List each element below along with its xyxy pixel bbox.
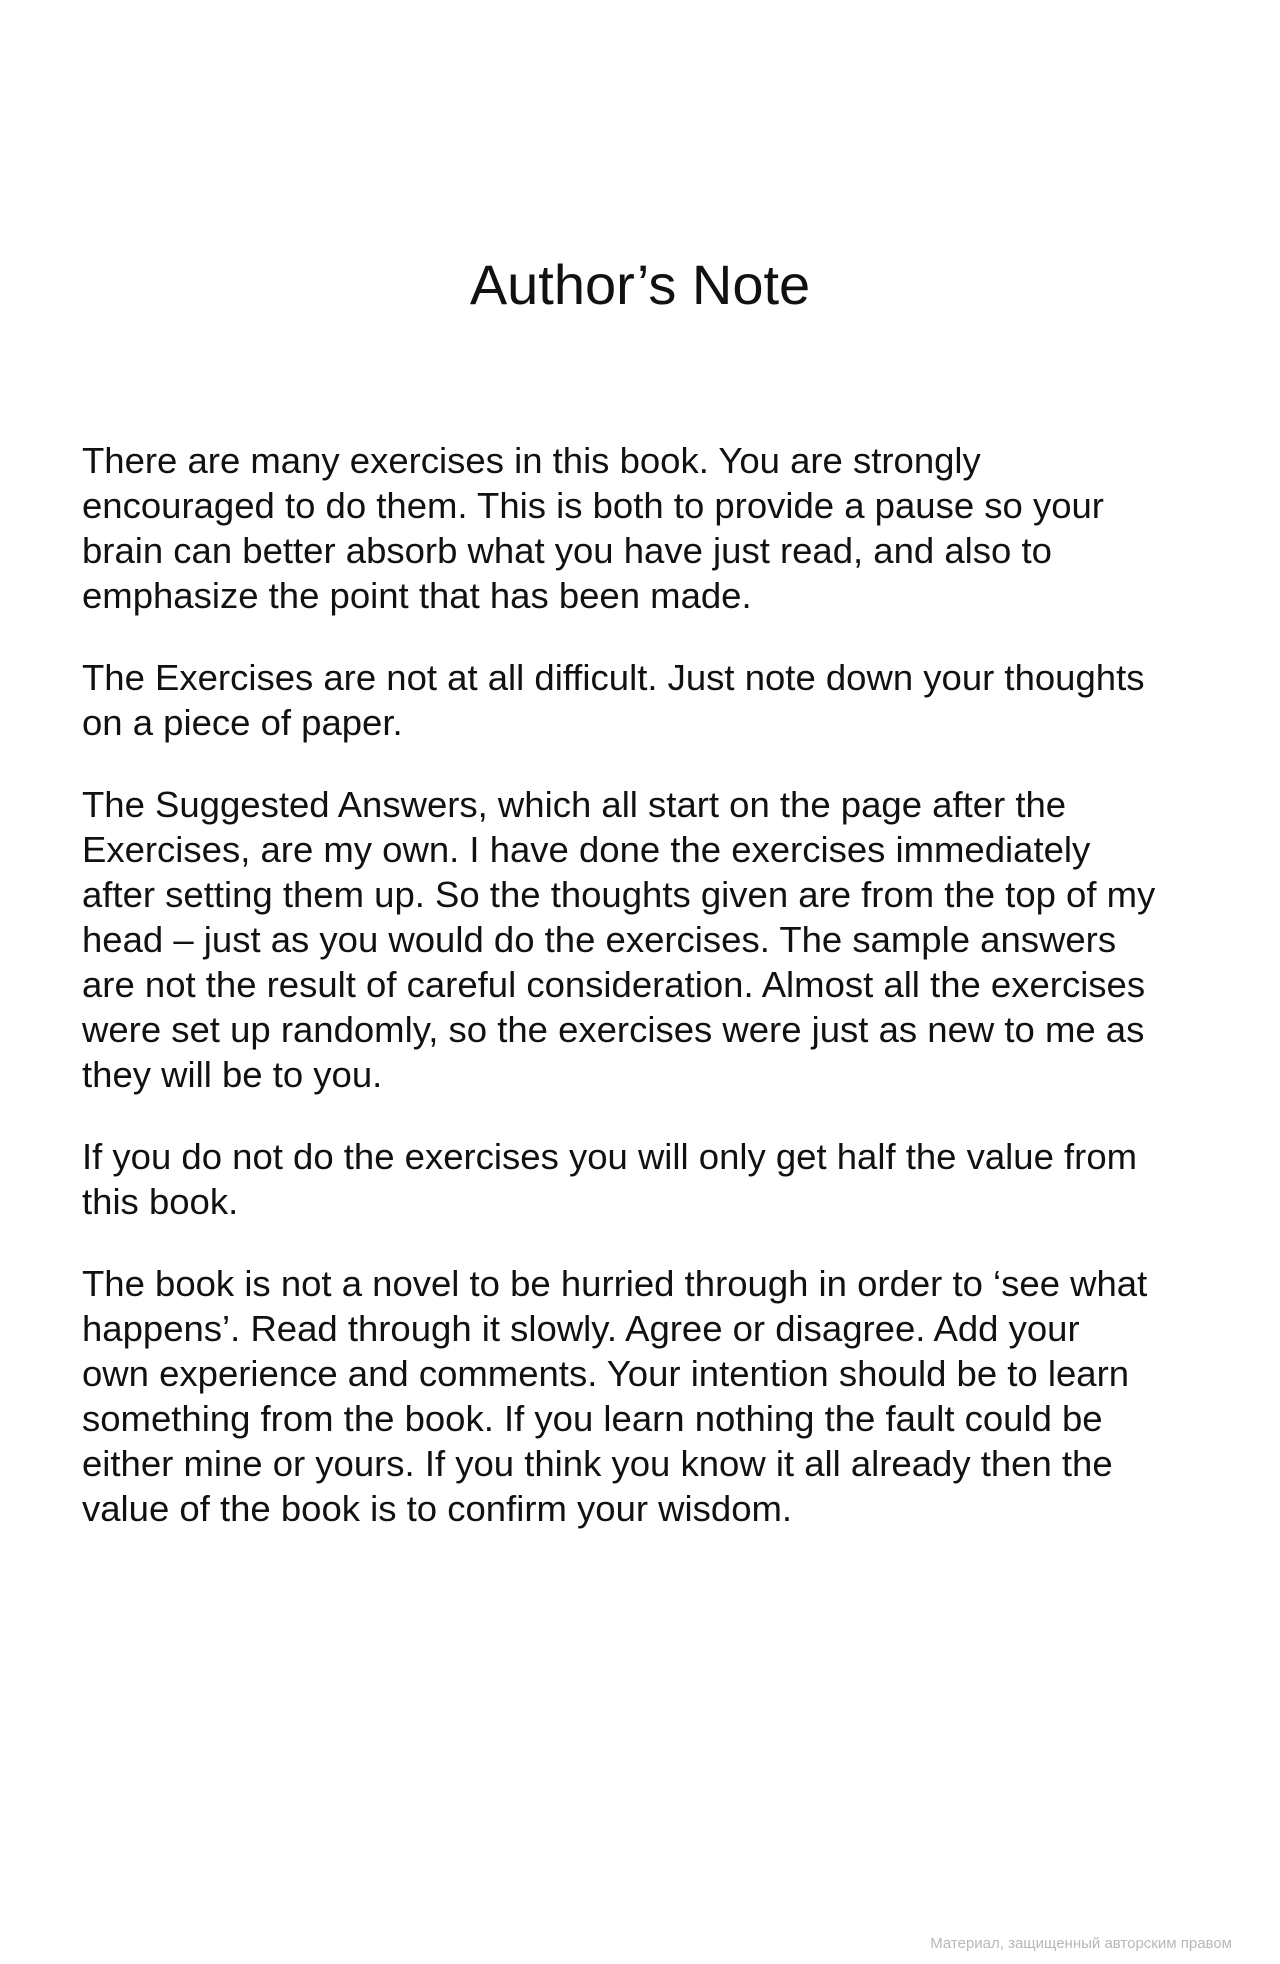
paragraph-3 (82, 782, 1202, 1097)
text-line: own experience and comments. Your intention should be to learn (82, 1353, 1130, 1394)
text-line: There are many exercises in this book. You are strongly (82, 440, 981, 481)
text-line: this book. (82, 1181, 239, 1222)
text-line: are not the result of careful consideration. Almost all the exercises (82, 964, 1146, 1005)
text-line: brain can better absorb what you have just read, and also to (82, 530, 1052, 571)
text-line: The book is not a novel to be hurried through in order to ‘see what (82, 1263, 1148, 1304)
text-line: on a piece of paper. (82, 702, 403, 743)
text-line: were set up randomly, so the exercises were just as new to me as (82, 1009, 1145, 1050)
paragraph-1 (82, 438, 1202, 618)
copyright-watermark: Материал, защищенный авторским правом (930, 1935, 1232, 1952)
text-line: happens’. Read through it slowly. Agree or disagree. Add your (82, 1308, 1080, 1349)
text-line: head – just as you would do the exercises. The sample answers (82, 919, 1117, 960)
text-line: If you do not do the exercises you will only get half the value from (82, 1136, 1138, 1177)
paragraph-5 (82, 1261, 1202, 1531)
text-line: emphasize the point that has been made. (82, 575, 752, 616)
text-line: The Suggested Answers, which all start on the page after the (82, 784, 1067, 825)
text-line: encouraged to do them. This is both to provide a pause so your (82, 485, 1104, 526)
page-title: Author’s Note (469, 253, 811, 316)
text-line: something from the book. If you learn nothing the fault could be (82, 1398, 1103, 1439)
body-text (82, 438, 1202, 1568)
text-line: either mine or yours. If you think you know it all already then the (82, 1443, 1113, 1484)
text-line: they will be to you. (82, 1054, 383, 1095)
text-line: after setting them up. So the thoughts given are from the top of my (82, 874, 1156, 915)
paragraph-4 (82, 1134, 1202, 1224)
text-line: Exercises, are my own. I have done the exercises immediately (82, 829, 1091, 870)
text-line: value of the book is to confirm your wisdom. (82, 1488, 793, 1529)
paragraph-2 (82, 655, 1202, 745)
text-line: The Exercises are not at all difficult. Just note down your thoughts (82, 657, 1145, 698)
